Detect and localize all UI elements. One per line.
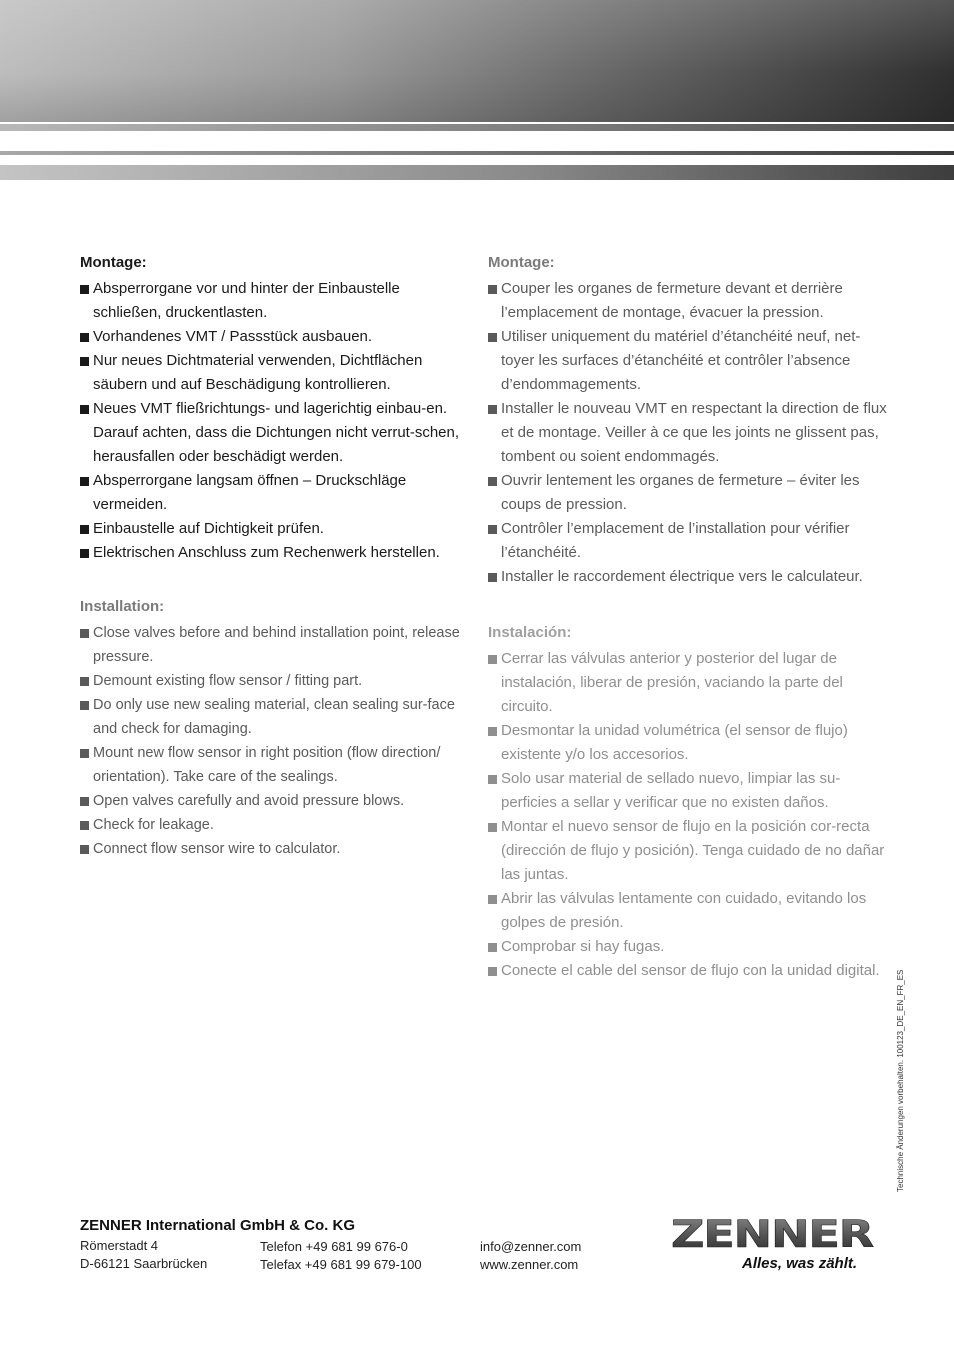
- list-item: [488, 719, 892, 767]
- list-item: [80, 349, 472, 397]
- list-item-text: Close valves before and behind installation point, release pressure.: [93, 625, 460, 665]
- list-item-text: Einbaustelle auf Dichtigkeit prüfen.: [93, 520, 324, 537]
- list-item: [488, 935, 892, 959]
- list-item-text: Installer le raccordement électrique vers le calculateur.: [501, 568, 863, 585]
- square-bullet-icon: [488, 895, 497, 904]
- square-bullet-icon: [80, 477, 89, 486]
- fax-number: Telefax +49 681 99 679-100: [260, 1257, 422, 1272]
- list-item-text: Nur neues Dichtmaterial verwenden, Dichtflächen säubern und auf Beschädigung kontrollieren.: [93, 352, 423, 393]
- list-item: [80, 741, 472, 789]
- header-stripe: [0, 165, 954, 180]
- list-item: [488, 397, 892, 469]
- list-item-text: Cerrar las válvulas anterior y posterior del lugar de instalación, liberar de presión, vaciando la parte del circuito.: [501, 650, 843, 715]
- technical-note: Technische Änderungen vorbehalten. 100123_DE_EN_FR_ES: [896, 969, 905, 1192]
- list-item-text: Comprobar si hay fugas.: [501, 938, 665, 955]
- square-bullet-icon: [80, 405, 89, 414]
- list-item: [488, 959, 892, 983]
- square-bullet-icon: [488, 967, 497, 976]
- square-bullet-icon: [80, 821, 89, 830]
- list-item-text: Open valves carefully and avoid pressure blows.: [93, 793, 405, 809]
- company-name: ZENNER International GmbH & Co. KG: [80, 1217, 356, 1234]
- spanish-heading: Instalación:: [488, 624, 572, 641]
- email-link[interactable]: info@zenner.com: [480, 1239, 582, 1254]
- square-bullet-icon: [80, 749, 89, 758]
- list-item: [488, 647, 892, 719]
- square-bullet-icon: [80, 549, 89, 558]
- list-item-text: Installer le nouveau VMT en respectant la direction de flux et de montage. Veiller à ce que les joints ne glissent pas, tombent ou soient endommagés.: [501, 400, 887, 465]
- list-item-text: Desmontar la unidad volumétrica (el sensor de flujo) existente y/o los accesorios.: [501, 722, 848, 763]
- list-item: [80, 789, 472, 813]
- list-item: [80, 621, 472, 669]
- square-bullet-icon: [488, 943, 497, 952]
- list-item: [488, 277, 892, 325]
- list-item: [488, 767, 892, 815]
- german-instructions: [80, 277, 472, 565]
- square-bullet-icon: [488, 405, 497, 414]
- list-item-text: Absperrorgane langsam öffnen – Druckschläge vermeiden.: [93, 472, 407, 513]
- square-bullet-icon: [80, 629, 89, 638]
- square-bullet-icon: [80, 701, 89, 710]
- spanish-instructions: [488, 647, 892, 983]
- german-heading: Montage:: [80, 254, 147, 271]
- list-item: [80, 277, 472, 325]
- list-item: [80, 469, 472, 517]
- list-item: [80, 517, 472, 541]
- english-heading: Installation:: [80, 598, 165, 615]
- list-item-text: Absperrorgane vor und hinter der Einbaustelle schließen, druckentlasten.: [93, 280, 400, 321]
- list-item-text: Vorhandenes VMT / Passstück ausbauen.: [93, 328, 373, 345]
- english-instructions: [80, 621, 472, 861]
- square-bullet-icon: [80, 333, 89, 342]
- list-item: [488, 887, 892, 935]
- square-bullet-icon: [488, 573, 497, 582]
- square-bullet-icon: [488, 477, 497, 486]
- header-stripe: [0, 124, 954, 131]
- list-item: [80, 325, 472, 349]
- french-instructions: [488, 277, 892, 589]
- list-item-text: Connect flow sensor wire to calculator.: [93, 841, 341, 857]
- logo-wordmark: ZENNER: [671, 1214, 874, 1252]
- address-street: Römerstadt 4: [80, 1238, 159, 1253]
- list-item-text: Elektrischen Anschluss zum Rechenwerk herstellen.: [93, 544, 440, 561]
- list-item: [488, 469, 892, 517]
- list-item-text: Mount new flow sensor in right position (flow direction/ orientation). Take care of the sealings.: [93, 745, 441, 785]
- list-item: [80, 837, 472, 861]
- square-bullet-icon: [80, 525, 89, 534]
- zenner-logo: [671, 1214, 875, 1252]
- list-item: [488, 517, 892, 565]
- square-bullet-icon: [80, 677, 89, 686]
- address-city: D-66121 Saarbrücken: [80, 1256, 208, 1271]
- square-bullet-icon: [488, 285, 497, 294]
- website-link[interactable]: www.zenner.com: [480, 1257, 579, 1272]
- square-bullet-icon: [488, 333, 497, 342]
- list-item: [80, 669, 472, 693]
- square-bullet-icon: [488, 727, 497, 736]
- list-item: [80, 397, 472, 469]
- square-bullet-icon: [488, 655, 497, 664]
- square-bullet-icon: [80, 357, 89, 366]
- header-gradient-band: [0, 0, 954, 122]
- square-bullet-icon: [80, 845, 89, 854]
- french-heading: Montage:: [488, 254, 555, 271]
- list-item-text: Demount existing flow sensor / fitting part.: [93, 673, 363, 689]
- list-item: [80, 813, 472, 837]
- list-item-text: Ouvrir lentement les organes de fermeture – éviter les coups de pression.: [501, 472, 860, 513]
- list-item: [80, 541, 472, 565]
- phone-number: Telefon +49 681 99 676-0: [260, 1239, 408, 1254]
- left-column: [80, 253, 472, 861]
- list-item-text: Neues VMT fließrichtungs- und lagerichtig einbau-en. Darauf achten, dass die Dichtungen nicht verrut-schen, herausfallen oder beschädigt werden.: [93, 400, 460, 465]
- square-bullet-icon: [488, 823, 497, 832]
- square-bullet-icon: [80, 285, 89, 294]
- list-item: [488, 325, 892, 397]
- right-column: [488, 253, 892, 983]
- list-item-text: Montar el nuevo sensor de flujo en la posición cor-recta (dirección de flujo y posición). Tenga cuidado de no dañar las juntas.: [501, 818, 885, 883]
- square-bullet-icon: [80, 797, 89, 806]
- header-stripe: [0, 151, 954, 155]
- logo-tagline: Alles, was zählt.: [742, 1255, 858, 1272]
- square-bullet-icon: [488, 775, 497, 784]
- list-item-text: Abrir las válvulas lentamente con cuidado, evitando los golpes de presión.: [501, 890, 867, 931]
- list-item: [488, 565, 892, 589]
- square-bullet-icon: [488, 525, 497, 534]
- list-item-text: Do only use new sealing material, clean sealing sur-face and check for damaging.: [93, 697, 455, 737]
- list-item: [488, 815, 892, 887]
- list-item-text: Solo usar material de sellado nuevo, limpiar las su-perficies a sellar y verificar que no existen daños.: [501, 770, 841, 811]
- list-item-text: Contrôler l’emplacement de l’installation pour vérifier l’étanchéité.: [501, 520, 850, 561]
- list-item-text: Conecte el cable del sensor de flujo con la unidad digital.: [501, 962, 880, 979]
- list-item-text: Check for leakage.: [93, 817, 214, 833]
- list-item: [80, 693, 472, 741]
- list-item-text: Utiliser uniquement du matériel d’étanchéité neuf, net-toyer les surfaces d’étanchéité et contrôler l’absence d’endommagements.: [501, 328, 861, 393]
- list-item-text: Couper les organes de fermeture devant et derrière l’emplacement de montage, évacuer la pression.: [501, 280, 843, 321]
